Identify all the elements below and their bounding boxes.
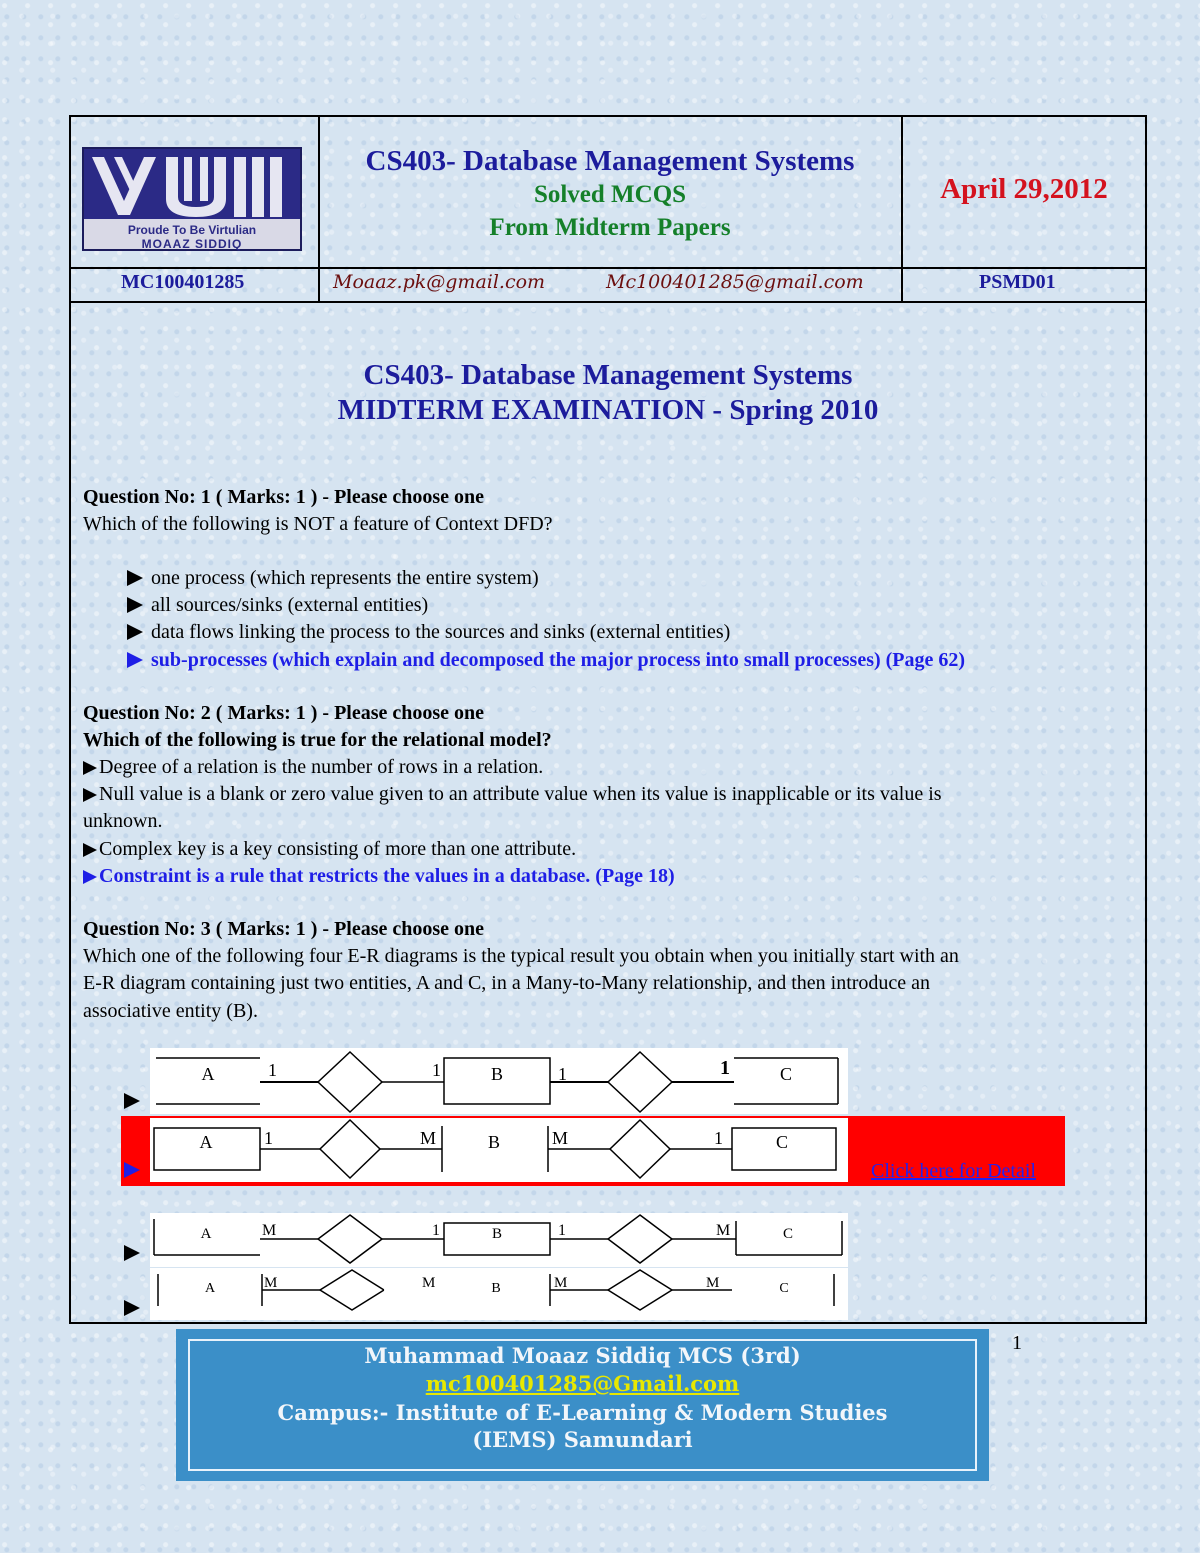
info-divider-2 <box>901 267 903 301</box>
pointer-arrow-icon <box>124 1093 140 1109</box>
q1-option-1[interactable] <box>127 565 539 592</box>
er-diagram-2 <box>150 1118 848 1182</box>
pointer-arrow-icon <box>127 624 143 640</box>
cardinality-label: 1 <box>714 1128 723 1148</box>
q1-option-3-label: data flows linking the process to the sources and sinks (external entities) <box>151 621 731 643</box>
vu-logo <box>82 147 302 251</box>
pointer-arrow-icon <box>83 870 97 884</box>
cardinality-label: M <box>422 1275 436 1291</box>
pointer-arrow-icon <box>124 1300 140 1316</box>
entity-a-label: A <box>204 1281 216 1296</box>
header-subtitle-2: From Midterm Papers <box>489 214 731 241</box>
logo-cell <box>71 117 320 267</box>
cardinality-label: M <box>420 1128 437 1148</box>
paper-code: PSMD01 <box>979 271 1056 293</box>
q3-line-1: Which one of the following four E-R diagrams is the typical result you obtain when you initially start with an <box>83 945 959 967</box>
q3-option-3[interactable] <box>124 1213 848 1269</box>
q1-heading: Question No: 1 ( Marks: 1 ) - Please choose one <box>83 486 485 508</box>
header-table <box>71 117 1145 269</box>
entity-c-label: C <box>782 1226 794 1242</box>
entity-b-label: B <box>491 1281 501 1296</box>
vu-logo-letters-icon <box>84 151 300 221</box>
q3-line-3: associative entity (B). <box>83 1000 258 1022</box>
entity-b-label: B <box>491 1226 503 1242</box>
q2-option-4-label: Constraint is a rule that restricts the values in a database. (Page 18) <box>99 865 675 887</box>
q3-heading: Question No: 3 ( Marks: 1 ) - Please choose one <box>83 918 485 940</box>
email-1[interactable]: Moaaz.pk@gmail.com <box>333 271 546 293</box>
info-divider-1 <box>318 267 320 301</box>
cardinality-label: M <box>264 1275 278 1291</box>
entity-c-label: C <box>779 1281 789 1296</box>
q3-option-1[interactable] <box>124 1048 848 1114</box>
q2-text: Which of the following is true for the relational model? <box>83 729 552 751</box>
email-2[interactable]: Mc100401285@gmail.com <box>606 271 864 293</box>
er-diagram-1 <box>150 1048 848 1114</box>
footer-box <box>176 1329 989 1481</box>
cardinality-label: M <box>262 1222 277 1239</box>
q1-option-4-answer[interactable] <box>127 647 965 674</box>
entity-c-label: C <box>779 1064 793 1084</box>
cardinality-label: 1 <box>432 1222 440 1239</box>
logo-tagline: Proude To Be Virtulian <box>127 223 257 237</box>
cardinality-label: M <box>552 1128 569 1148</box>
pointer-arrow-icon <box>127 597 143 613</box>
detail-link[interactable]: Click here for Detail <box>871 1160 1036 1182</box>
pointer-arrow-icon <box>83 761 97 775</box>
q2-option-1[interactable] <box>83 754 543 781</box>
er-diagram-3 <box>150 1213 848 1267</box>
footer-email-line <box>190 1371 975 1396</box>
q1-option-2-label: all sources/sinks (external entities) <box>151 594 429 616</box>
student-id: MC100401285 <box>121 271 245 293</box>
q1-option-3[interactable] <box>127 619 730 646</box>
exam-title: CS403- Database Management Systems <box>363 359 853 391</box>
footer-campus-1: Campus:- Institute of E-Learning & Modern Studies <box>277 1400 888 1425</box>
cardinality-label: 1 <box>432 1060 441 1080</box>
exam-subtitle: MIDTERM EXAMINATION - Spring 2010 <box>337 394 879 426</box>
cardinality-label: 1 <box>720 1057 730 1079</box>
q1-option-1-label: one process (which represents the entire system) <box>151 567 539 589</box>
cardinality-label: 1 <box>558 1064 567 1084</box>
header-title: CS403- Database Management Systems <box>365 145 855 177</box>
q3-option-2-highlight[interactable] <box>121 1116 1065 1186</box>
q2-option-2-label: Null value is a blank or zero value given to an attribute value when its value is inapplicable or its value is <box>99 783 942 805</box>
entity-a-label: A <box>200 1226 212 1242</box>
q2-option-1-label: Degree of a relation is the number of rows in a relation. <box>99 756 544 778</box>
pointer-arrow-icon <box>127 570 143 586</box>
pointer-arrow-icon <box>83 843 97 857</box>
pointer-arrow-icon <box>83 788 97 802</box>
entity-a-label: A <box>201 1064 215 1084</box>
q1-option-4-label: sub-processes (which explain and decomposed the major process into small processes) (Page 62) <box>151 649 966 671</box>
q2-option-4-answer[interactable] <box>83 863 675 890</box>
footer-author: Muhammad Moaaz Siddiq MCS (3rd) <box>364 1343 801 1368</box>
logo-author: MOAAZ SIDDIQ <box>141 237 243 251</box>
q2-heading: Question No: 2 ( Marks: 1 ) - Please choose one <box>83 702 485 724</box>
cardinality-label: M <box>706 1275 720 1291</box>
q2-option-2-cont: unknown. <box>83 810 163 832</box>
er-diagram-4 <box>150 1268 848 1320</box>
q2-option-3[interactable] <box>83 836 576 863</box>
cardinality-label: M <box>716 1222 731 1239</box>
q2-option-3-label: Complex key is a key consisting of more than one attribute. <box>99 838 577 860</box>
cardinality-label: 1 <box>558 1222 566 1239</box>
cardinality-label: 1 <box>268 1060 277 1080</box>
q1-text: Which of the following is NOT a feature of Context DFD? <box>83 513 553 535</box>
entity-a-label: A <box>199 1132 213 1152</box>
header-subtitle-1: Solved MCQS <box>533 181 687 208</box>
cardinality-label: M <box>554 1275 568 1291</box>
q3-line-2: E-R diagram containing just two entities, A and C, in a Many-to-Many relationship, and then introduce an <box>83 972 931 994</box>
entity-b-label: B <box>490 1064 504 1084</box>
q1-option-2[interactable] <box>127 592 428 619</box>
pointer-arrow-icon <box>124 1162 140 1178</box>
footer-inner-border <box>188 1339 977 1471</box>
entity-c-label: C <box>775 1132 789 1152</box>
footer-email[interactable]: mc100401285@Gmail.com <box>425 1371 740 1396</box>
page-number: 1 <box>1012 1332 1022 1354</box>
q3-option-4[interactable] <box>124 1268 848 1322</box>
pointer-arrow-icon <box>124 1245 140 1261</box>
pointer-arrow-icon <box>127 652 143 668</box>
q2-option-2[interactable] <box>83 781 942 808</box>
cardinality-label: 1 <box>264 1128 273 1148</box>
header-date: April 29,2012 <box>940 173 1108 205</box>
header-info-row <box>71 267 1145 303</box>
entity-b-label: B <box>487 1132 501 1152</box>
footer-campus-2: (IEMS) Samundari <box>472 1427 693 1452</box>
